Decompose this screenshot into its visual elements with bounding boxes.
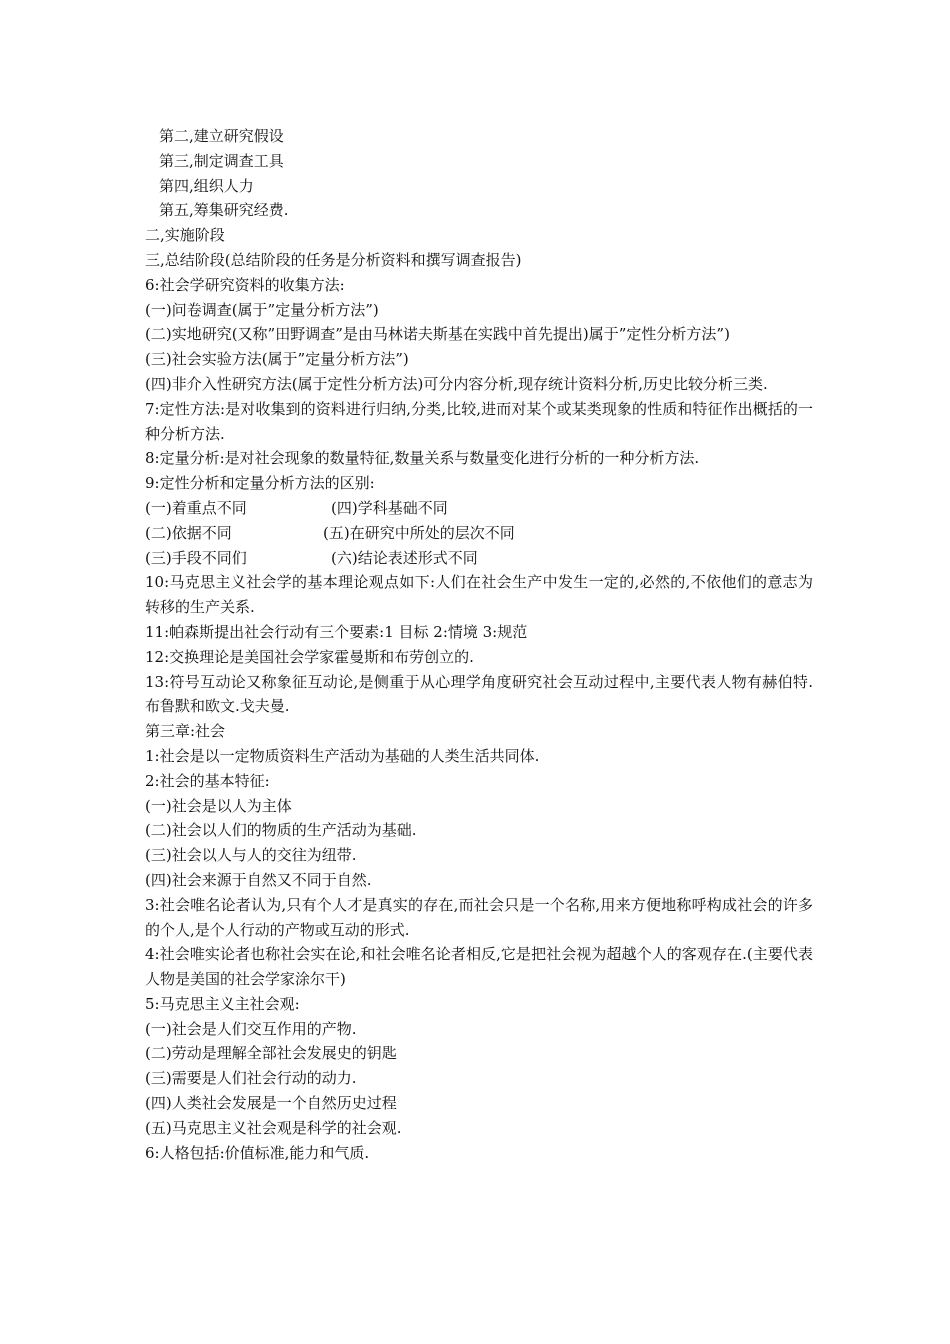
text-line: (三)需要是人们社会行动的动力. — [145, 1069, 357, 1088]
text-line: 1:社会是以一定物质资料生产活动为基础的人类生活共同体. — [145, 746, 540, 765]
text-line: (一)问卷调查(属于”定量分析方法”) — [145, 300, 379, 319]
text-line: 6:社会学研究资料的收集方法: — [145, 275, 345, 294]
comparison-left: (二)依据不同 — [145, 523, 232, 542]
text-line: 11:帕森斯提出社会行动有三个要素:1 目标 2:情境 3:规范 — [145, 622, 528, 641]
comparison-left: (一)着重点不同 — [145, 498, 247, 517]
text-line: 8:定量分析:是对社会现象的数量特征,数量关系与数量变化进行分析的一种分析方法. — [145, 449, 700, 468]
text-line: (四)社会来源于自然又不同于自然. — [145, 870, 372, 889]
text-line: (四)人类社会发展是一个自然历史过程 — [145, 1094, 397, 1113]
text-paragraph: 7:定性方法:是对收集到的资料进行归纳,分类,比较,进而对某个或某类现象的性质和特征作出概括的一种分析方法. — [145, 399, 813, 443]
comparison-row — [145, 496, 813, 521]
text-paragraph: 13:符号互动论又称象征互动论,是侧重于从心理学角度研究社会互动过程中,主要代表人物有赫伯特.布鲁默和欧文.戈夫曼. — [145, 672, 813, 716]
text-line: 9:定性分析和定量分析方法的区别: — [145, 474, 375, 493]
document-page — [145, 124, 813, 1165]
text-line: 二,实施阶段 — [145, 226, 225, 245]
text-line: 2:社会的基本特征: — [145, 771, 270, 790]
text-line: 5:马克思主义主社会观: — [145, 994, 300, 1013]
text-line: 第三,制定调查工具 — [159, 151, 284, 170]
comparison-right: (六)结论表述形式不同 — [331, 548, 478, 567]
comparison-right: (四)学科基础不同 — [331, 498, 448, 517]
text-line: 第五,筹集研究经费. — [159, 201, 289, 220]
text-paragraph: 10:马克思主义社会学的基本理论观点如下:人们在社会生产中发生一定的,必然的,不依他们的意志为转移的生产关系. — [145, 573, 813, 617]
text-line: (一)社会是人们交互作用的产物. — [145, 1019, 357, 1038]
text-line: (二)劳动是理解全部社会发展史的钥匙 — [145, 1044, 397, 1063]
text-line: 6:人格包括:价值标准,能力和气质. — [145, 1143, 370, 1162]
text-paragraph: (四)非介入性研究方法(属于定性分析方法)可分内容分析,现存统计资料分析,历史比较分析三类. — [145, 374, 768, 393]
text-line: 第二,建立研究假设 — [159, 127, 284, 145]
text-line: (一)社会是以人为主体 — [145, 796, 292, 815]
text-paragraph: 4:社会唯实论者也称社会实在论,和社会唯名论者相反,它是把社会视为超越个人的客观存在.(主要代表人物是美国的社会学家涂尔干) — [145, 945, 813, 989]
text-line: (三)社会实验方法(属于”定量分析方法”) — [145, 350, 409, 369]
comparison-row — [145, 521, 813, 546]
comparison-row — [145, 546, 813, 571]
text-line: (二)社会以人们的物质的生产活动为基础. — [145, 821, 417, 840]
text-line: (三)社会以人与人的交往为纽带. — [145, 846, 357, 865]
text-line: 三,总结阶段(总结阶段的任务是分析资料和撰写调查报告) — [145, 250, 522, 269]
chapter-heading: 第三章:社会 — [145, 722, 226, 741]
text-paragraph: 3:社会唯名论者认为,只有个人才是真实的存在,而社会只是一个名称,用来方便地称呼构成社会的许多的个人,是个人行动的产物或互动的形式. — [145, 895, 813, 939]
comparison-right: (五)在研究中所处的层次不同 — [323, 523, 515, 542]
comparison-left: (三)手段不同们 — [145, 548, 247, 567]
text-line: (五)马克思主义社会观是科学的社会观. — [145, 1118, 402, 1137]
text-paragraph: (二)实地研究(又称”田野调查”是由马林诺夫斯基在实践中首先提出)属于”定性分析方法”) — [145, 325, 730, 344]
text-line: 第四,组织人力 — [159, 176, 254, 195]
text-line: 12:交换理论是美国社会学家霍曼斯和布劳创立的. — [145, 647, 474, 666]
